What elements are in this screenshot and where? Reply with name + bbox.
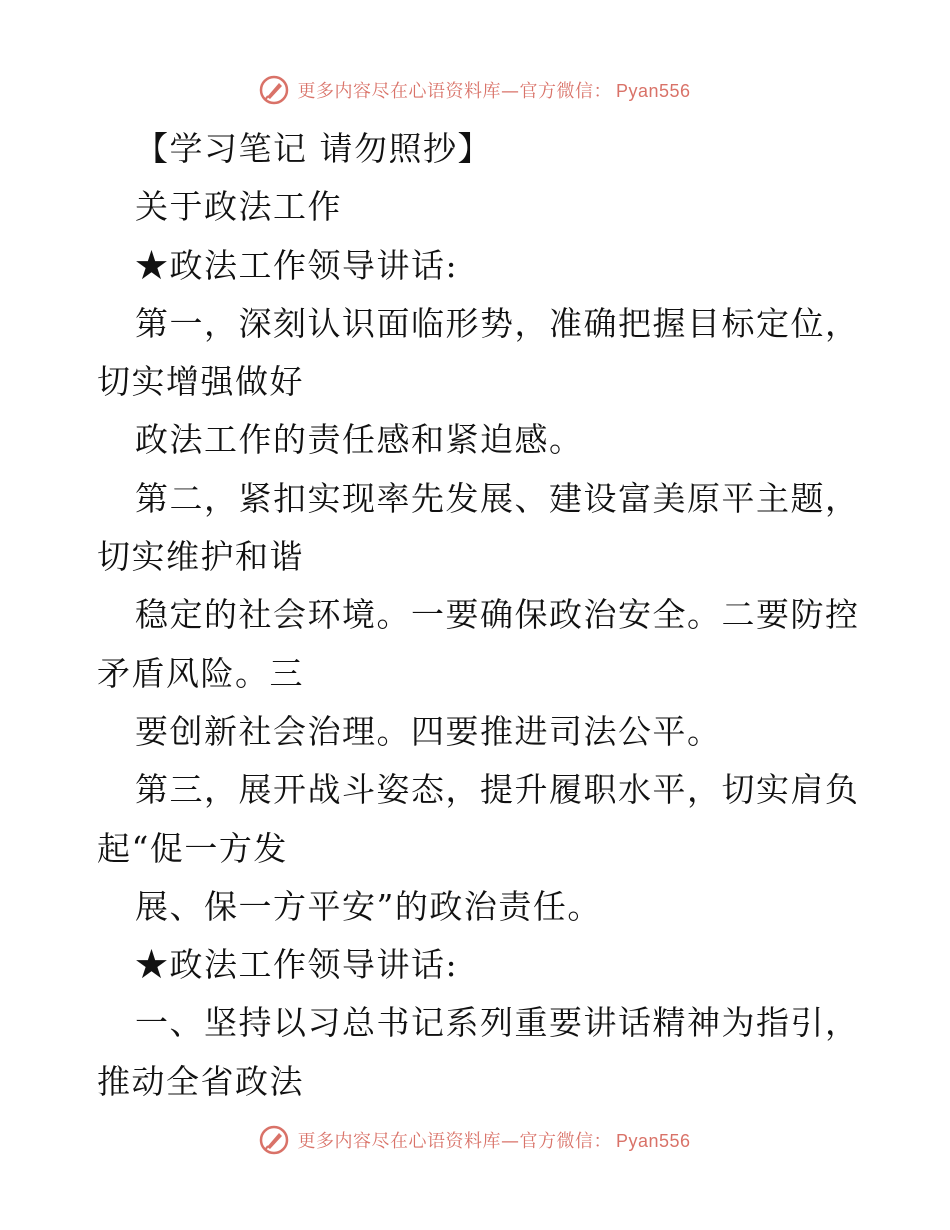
document-line: ★政法工作领导讲话: [135, 945, 459, 985]
document-line: ★政法工作领导讲话: [135, 245, 459, 285]
document-line: 切实维护和谐 [97, 537, 304, 577]
watermark-site-text: 更多内容尽在心语资料库—官方微信： [297, 1131, 612, 1152]
watermark-footer [0, 1120, 950, 1160]
document-line: 推动全省政法 [97, 1061, 304, 1101]
document-body [97, 120, 860, 1111]
watermark-site-text: 更多内容尽在心语资料库—官方微信： [297, 81, 612, 102]
document-line: 关于政法工作 [135, 187, 342, 227]
quill-logo-icon [259, 1125, 289, 1155]
watermark-wechat-id: Pyan556 [615, 81, 691, 101]
document-line: 要创新社会治理。四要推进司法公平。 [135, 711, 722, 751]
document-line: 第二，紧扣实现率先发展、建设富美原平主题， [135, 478, 860, 518]
watermark-text [297, 77, 690, 103]
document-line: 政法工作的责任感和紧迫感。 [135, 420, 584, 460]
document-line: 切实增强做好 [97, 362, 304, 402]
quill-logo-icon [259, 75, 289, 105]
watermark-wechat-id: Pyan556 [615, 1131, 691, 1151]
document-line: 第一，深刻认识面临形势，准确把握目标定位， [135, 303, 860, 343]
document-line: 矛盾风险。三 [97, 653, 304, 693]
watermark-text [297, 1127, 690, 1153]
document-line: 起“促一方发 [97, 828, 288, 868]
document-line: 稳定的社会环境。一要确保政治安全。二要防控 [135, 595, 860, 635]
document-line: 一、坚持以习总书记系列重要讲话精神为指引， [135, 1003, 860, 1043]
document-line: 展、保一方平安”的政治责任。 [135, 886, 602, 926]
watermark-header [0, 70, 950, 110]
document-line: 【学习笔记 请勿照抄】 [135, 129, 492, 168]
document-line: 第三，展开战斗姿态，提升履职水平，切实肩负 [135, 770, 860, 810]
